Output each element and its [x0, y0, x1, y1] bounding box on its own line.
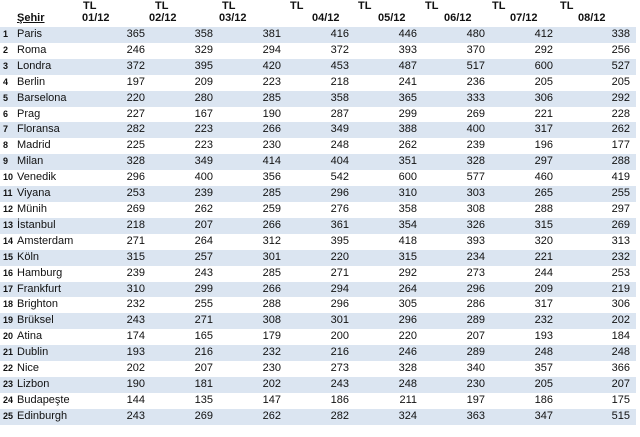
- city-name: Köln: [15, 250, 75, 266]
- price-cell: 177: [559, 138, 636, 154]
- price-cell: 297: [559, 202, 636, 218]
- row-number: 25: [0, 409, 15, 425]
- price-cell: 354: [355, 218, 423, 234]
- price-cell: 193: [491, 329, 559, 345]
- price-cell: 282: [287, 409, 355, 425]
- price-cell: 317: [491, 297, 559, 313]
- price-cell: 230: [423, 377, 491, 393]
- row-number: 4: [0, 75, 15, 91]
- price-cell: 404: [287, 154, 355, 170]
- column-header-05-12: TL 05/12: [358, 0, 406, 24]
- table-header: [0, 0, 640, 27]
- price-cell: 186: [287, 393, 355, 409]
- price-cell: 239: [75, 266, 151, 282]
- price-cell: 296: [75, 170, 151, 186]
- price-cell: 220: [287, 250, 355, 266]
- price-cell: 487: [355, 59, 423, 75]
- price-cell: 219: [559, 282, 636, 298]
- price-cell: 347: [491, 409, 559, 425]
- price-cell: 230: [219, 138, 287, 154]
- price-cell: 333: [423, 91, 491, 107]
- column-header-01-12: TL 01/12: [82, 0, 110, 24]
- price-cell: 400: [151, 170, 219, 186]
- price-cell: 294: [219, 43, 287, 59]
- price-cell: 338: [559, 27, 636, 43]
- price-cell: 313: [559, 234, 636, 250]
- city-name: Roma: [15, 43, 75, 59]
- price-cell: 388: [355, 122, 423, 138]
- price-cell: 416: [287, 27, 355, 43]
- price-cell: 419: [559, 170, 636, 186]
- price-cell: 264: [355, 282, 423, 298]
- price-cell: 227: [75, 107, 151, 123]
- price-cell: 310: [75, 282, 151, 298]
- price-cell: 269: [423, 107, 491, 123]
- row-number: 22: [0, 361, 15, 377]
- city-name: Paris: [15, 27, 75, 43]
- price-cell: 308: [219, 313, 287, 329]
- column-header-02-12: TL 02/12: [149, 0, 177, 24]
- price-cell: 365: [75, 27, 151, 43]
- price-cell: 296: [355, 313, 423, 329]
- price-cell: 358: [355, 202, 423, 218]
- price-cell: 292: [355, 266, 423, 282]
- price-cell: 292: [491, 43, 559, 59]
- table-row: [0, 75, 636, 91]
- price-cell: 515: [559, 409, 636, 425]
- row-number: 20: [0, 329, 15, 345]
- table-row: [0, 329, 636, 345]
- price-cell: 232: [559, 250, 636, 266]
- city-name: Atina: [15, 329, 75, 345]
- price-cell: 218: [75, 218, 151, 234]
- price-cell: 326: [423, 218, 491, 234]
- price-cell: 292: [559, 91, 636, 107]
- table-row: [0, 186, 636, 202]
- price-cell: 232: [219, 345, 287, 361]
- price-cell: 257: [151, 250, 219, 266]
- price-cell: 328: [423, 154, 491, 170]
- price-cell: 248: [491, 345, 559, 361]
- price-cell: 324: [355, 409, 423, 425]
- price-cell: 202: [559, 313, 636, 329]
- city-name: Edinburgh: [15, 409, 75, 425]
- city-name: Münih: [15, 202, 75, 218]
- price-cell: 216: [151, 345, 219, 361]
- price-cell: 174: [75, 329, 151, 345]
- price-cell: 243: [75, 313, 151, 329]
- price-cell: 246: [355, 345, 423, 361]
- price-cell: 232: [75, 297, 151, 313]
- price-cell: 395: [151, 59, 219, 75]
- price-cell: 480: [423, 27, 491, 43]
- price-cell: 196: [491, 138, 559, 154]
- price-cell: 357: [491, 361, 559, 377]
- price-cell: 253: [75, 186, 151, 202]
- price-cell: 280: [151, 91, 219, 107]
- price-cell: 288: [491, 202, 559, 218]
- price-cell: 207: [151, 218, 219, 234]
- price-cell: 600: [355, 170, 423, 186]
- city-name: Milan: [15, 154, 75, 170]
- row-number: 6: [0, 107, 15, 123]
- price-cell: 600: [491, 59, 559, 75]
- price-cell: 248: [355, 377, 423, 393]
- row-number: 16: [0, 266, 15, 282]
- price-cell: 239: [423, 138, 491, 154]
- city-name: Madrid: [15, 138, 75, 154]
- row-number: 18: [0, 297, 15, 313]
- table-row: [0, 138, 636, 154]
- row-number: 24: [0, 393, 15, 409]
- price-cell: 276: [287, 202, 355, 218]
- price-cell: 209: [491, 282, 559, 298]
- row-number: 15: [0, 250, 15, 266]
- price-cell: 527: [559, 59, 636, 75]
- price-cell: 328: [75, 154, 151, 170]
- price-cell: 358: [151, 27, 219, 43]
- city-name: Londra: [15, 59, 75, 75]
- table-row: [0, 393, 636, 409]
- price-cell: 200: [287, 329, 355, 345]
- price-cell: 209: [151, 75, 219, 91]
- price-cell: 179: [219, 329, 287, 345]
- table-row: [0, 91, 636, 107]
- city-name: Berlin: [15, 75, 75, 91]
- price-cell: 207: [559, 377, 636, 393]
- price-cell: 230: [219, 361, 287, 377]
- price-cell: 269: [559, 218, 636, 234]
- price-cell: 312: [219, 234, 287, 250]
- price-cell: 243: [75, 409, 151, 425]
- price-cell: 308: [423, 202, 491, 218]
- price-cell: 197: [75, 75, 151, 91]
- column-header-04-12: TL 04/12: [290, 0, 340, 24]
- price-cell: 395: [287, 234, 355, 250]
- city-name: Brüksel: [15, 313, 75, 329]
- price-cell: 299: [355, 107, 423, 123]
- price-cell: 147: [219, 393, 287, 409]
- column-header-06-12: TL 06/12: [425, 0, 472, 24]
- price-cell: 223: [219, 75, 287, 91]
- table-row: [0, 345, 636, 361]
- price-cell: 167: [151, 107, 219, 123]
- price-cell: 370: [423, 43, 491, 59]
- price-cell: 184: [559, 329, 636, 345]
- price-cell: 273: [423, 266, 491, 282]
- city-name: Hamburg: [15, 266, 75, 282]
- table-row: [0, 170, 636, 186]
- row-number: 8: [0, 138, 15, 154]
- price-cell: 266: [219, 282, 287, 298]
- price-cell: 414: [219, 154, 287, 170]
- price-cell: 266: [219, 122, 287, 138]
- price-cell: 223: [151, 122, 219, 138]
- table-row: [0, 27, 636, 43]
- price-cell: 259: [219, 202, 287, 218]
- table-row: [0, 313, 636, 329]
- price-cell: 207: [151, 361, 219, 377]
- row-number: 12: [0, 202, 15, 218]
- price-cell: 400: [423, 122, 491, 138]
- price-cell: 289: [423, 313, 491, 329]
- price-cell: 542: [287, 170, 355, 186]
- price-cell: 301: [219, 250, 287, 266]
- table-row: [0, 154, 636, 170]
- price-cell: 225: [75, 138, 151, 154]
- row-number: 11: [0, 186, 15, 202]
- price-cell: 175: [559, 393, 636, 409]
- table-row: [0, 43, 636, 59]
- price-cell: 207: [423, 329, 491, 345]
- row-number: 23: [0, 377, 15, 393]
- price-cell: 285: [219, 266, 287, 282]
- price-cell: 577: [423, 170, 491, 186]
- price-cell: 243: [287, 377, 355, 393]
- price-cell: 181: [151, 377, 219, 393]
- price-cell: 271: [287, 266, 355, 282]
- price-cell: 412: [491, 27, 559, 43]
- table-row: [0, 122, 636, 138]
- row-number: 3: [0, 59, 15, 75]
- city-name: Floransa: [15, 122, 75, 138]
- row-number: 2: [0, 43, 15, 59]
- price-cell: 315: [491, 218, 559, 234]
- row-number: 5: [0, 91, 15, 107]
- price-cell: 393: [423, 234, 491, 250]
- price-cell: 289: [423, 345, 491, 361]
- price-cell: 363: [423, 409, 491, 425]
- table-row: [0, 250, 636, 266]
- price-cell: 135: [151, 393, 219, 409]
- price-cell: 315: [355, 250, 423, 266]
- price-cell: 234: [423, 250, 491, 266]
- price-cell: 221: [491, 107, 559, 123]
- price-cell: 446: [355, 27, 423, 43]
- price-cell: 262: [559, 122, 636, 138]
- table-row: [0, 107, 636, 123]
- city-name: Barselona: [15, 91, 75, 107]
- price-cell: 241: [355, 75, 423, 91]
- price-cell: 269: [75, 202, 151, 218]
- price-cell: 186: [491, 393, 559, 409]
- city-name: Viyana: [15, 186, 75, 202]
- price-cell: 262: [219, 409, 287, 425]
- price-cell: 221: [491, 250, 559, 266]
- price-cell: 351: [355, 154, 423, 170]
- city-name: Lizbon: [15, 377, 75, 393]
- price-cell: 266: [219, 218, 287, 234]
- column-header-03-12: TL 03/12: [219, 0, 247, 24]
- table-row: [0, 266, 636, 282]
- price-cell: 165: [151, 329, 219, 345]
- price-cell: 202: [219, 377, 287, 393]
- table-row: [0, 282, 636, 298]
- price-cell: 236: [423, 75, 491, 91]
- row-number: 1: [0, 27, 15, 43]
- price-cell: 262: [355, 138, 423, 154]
- price-cell: 517: [423, 59, 491, 75]
- price-cell: 365: [355, 91, 423, 107]
- price-cell: 317: [491, 122, 559, 138]
- city-name: Dublin: [15, 345, 75, 361]
- price-cell: 306: [491, 91, 559, 107]
- row-number: 17: [0, 282, 15, 298]
- city-name: Nice: [15, 361, 75, 377]
- price-cell: 393: [355, 43, 423, 59]
- price-cell: 361: [287, 218, 355, 234]
- price-cell: 286: [423, 297, 491, 313]
- price-cell: 372: [287, 43, 355, 59]
- price-cell: 349: [151, 154, 219, 170]
- price-cell: 190: [75, 377, 151, 393]
- price-cell: 211: [355, 393, 423, 409]
- price-cell: 453: [287, 59, 355, 75]
- price-cell: 288: [219, 297, 287, 313]
- price-cell: 294: [287, 282, 355, 298]
- price-cell: 303: [423, 186, 491, 202]
- price-cell: 285: [219, 186, 287, 202]
- city-name: Budapeşte: [15, 393, 75, 409]
- price-cell: 265: [491, 186, 559, 202]
- price-cell: 232: [491, 313, 559, 329]
- price-cell: 244: [491, 266, 559, 282]
- city-name: Prag: [15, 107, 75, 123]
- price-cell: 255: [559, 186, 636, 202]
- price-cell: 328: [355, 361, 423, 377]
- price-cell: 366: [559, 361, 636, 377]
- table-row: [0, 234, 636, 250]
- price-cell: 282: [75, 122, 151, 138]
- price-cell: 248: [559, 345, 636, 361]
- price-cell: 255: [151, 297, 219, 313]
- price-cell: 329: [151, 43, 219, 59]
- price-cell: 220: [75, 91, 151, 107]
- price-cell: 460: [491, 170, 559, 186]
- price-cell: 246: [75, 43, 151, 59]
- price-cell: 220: [355, 329, 423, 345]
- table-row: [0, 59, 636, 75]
- table-row: [0, 409, 636, 425]
- price-cell: 273: [287, 361, 355, 377]
- price-cell: 356: [219, 170, 287, 186]
- table-row: [0, 361, 636, 377]
- city-name: İstanbul: [15, 218, 75, 234]
- row-number: 7: [0, 122, 15, 138]
- price-cell: 269: [151, 409, 219, 425]
- table-row: [0, 297, 636, 313]
- row-number: 14: [0, 234, 15, 250]
- price-cell: 305: [355, 297, 423, 313]
- price-cell: 310: [355, 186, 423, 202]
- price-cell: 216: [287, 345, 355, 361]
- price-cell: 420: [219, 59, 287, 75]
- price-cell: 297: [491, 154, 559, 170]
- price-cell: 296: [287, 186, 355, 202]
- row-number: 9: [0, 154, 15, 170]
- row-number: 21: [0, 345, 15, 361]
- price-cell: 205: [559, 75, 636, 91]
- price-cell: 288: [559, 154, 636, 170]
- price-cell: 239: [151, 186, 219, 202]
- price-cell: 372: [75, 59, 151, 75]
- price-cell: 381: [219, 27, 287, 43]
- price-cell: 262: [151, 202, 219, 218]
- price-cell: 205: [491, 75, 559, 91]
- column-header-07-12: TL 07/12: [492, 0, 538, 24]
- price-cell: 271: [75, 234, 151, 250]
- price-cell: 320: [491, 234, 559, 250]
- price-cell: 228: [559, 107, 636, 123]
- price-cell: 315: [75, 250, 151, 266]
- price-cell: 306: [559, 297, 636, 313]
- price-table: [0, 27, 636, 425]
- price-cell: 218: [287, 75, 355, 91]
- price-cell: 144: [75, 393, 151, 409]
- price-cell: 287: [287, 107, 355, 123]
- price-cell: 190: [219, 107, 287, 123]
- price-cell: 253: [559, 266, 636, 282]
- price-cell: 197: [423, 393, 491, 409]
- city-name: Venedik: [15, 170, 75, 186]
- price-cell: 418: [355, 234, 423, 250]
- price-cell: 271: [151, 313, 219, 329]
- price-cell: 248: [287, 138, 355, 154]
- column-header-08-12: TL 08/12: [560, 0, 606, 24]
- price-cell: 202: [75, 361, 151, 377]
- city-name: Amsterdam: [15, 234, 75, 250]
- price-cell: 193: [75, 345, 151, 361]
- price-cell: 358: [287, 91, 355, 107]
- price-cell: 340: [423, 361, 491, 377]
- price-cell: 296: [287, 297, 355, 313]
- price-cell: 349: [287, 122, 355, 138]
- price-cell: 256: [559, 43, 636, 59]
- table-row: [0, 377, 636, 393]
- price-cell: 243: [151, 266, 219, 282]
- city-name: Frankfurt: [15, 282, 75, 298]
- price-cell: 301: [287, 313, 355, 329]
- price-cell: 296: [423, 282, 491, 298]
- price-cell: 264: [151, 234, 219, 250]
- table-body: [0, 27, 636, 425]
- row-number: 13: [0, 218, 15, 234]
- price-cell: 223: [151, 138, 219, 154]
- city-column-header: Şehir: [17, 12, 45, 24]
- table-row: [0, 202, 636, 218]
- price-cell: 205: [491, 377, 559, 393]
- row-number: 10: [0, 170, 15, 186]
- price-cell: 285: [219, 91, 287, 107]
- row-number: 19: [0, 313, 15, 329]
- city-name: Brighton: [15, 297, 75, 313]
- table-row: [0, 218, 636, 234]
- price-cell: 299: [151, 282, 219, 298]
